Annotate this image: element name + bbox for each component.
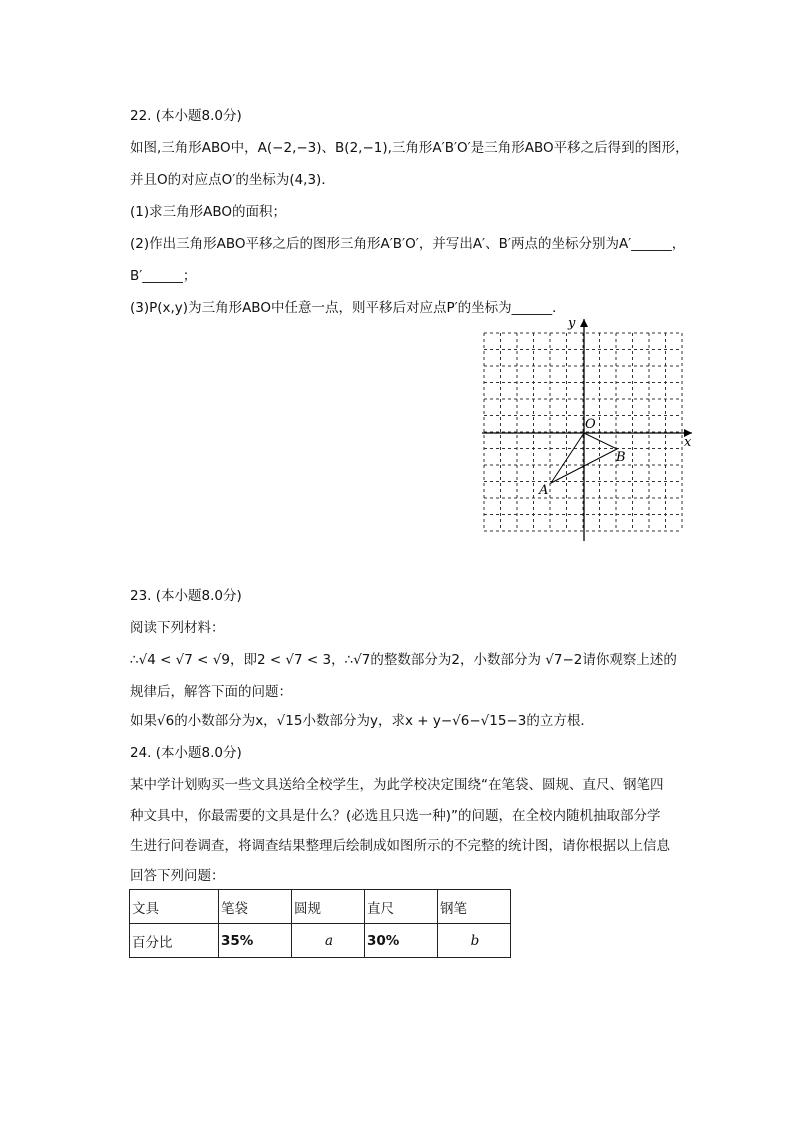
- q22-item1: (1)求三角形ABO的面积；: [130, 204, 287, 220]
- table-cell: 文具: [130, 890, 219, 924]
- q24-line3: 生进行问卷调查，将调查结果整理后绘制成如图所示的不完整的统计图，请你根据以上信息: [130, 838, 670, 854]
- q23-line3: 如果√6的小数部分为x，√15小数部分为y，求x + y−√6−√15−3的立方根．: [130, 713, 594, 729]
- q23-line2: 规律后，解答下面的问题：: [130, 684, 292, 700]
- q23-intro: 阅读下列材料：: [130, 620, 225, 636]
- table-cell: 百分比: [130, 924, 219, 958]
- dashed-grid: [484, 333, 682, 531]
- y-axis-label: y: [568, 316, 576, 331]
- table-row: [130, 890, 511, 924]
- table-cell: 钢笔: [438, 890, 511, 924]
- q24-line4: 回答下列问题：: [130, 868, 225, 884]
- table-cell: 圆规: [292, 890, 365, 924]
- stationery-table: [129, 889, 511, 958]
- table-cell: 30%: [365, 924, 438, 958]
- q23-header: 23. (本小题8.0分): [130, 588, 242, 604]
- table-row: [130, 924, 511, 958]
- q22-item2a: (2)作出三角形ABO平移之后的图形三角形A′B′O′，并写出A′、B′两点的坐标分别为A′______，: [130, 236, 686, 252]
- point-a-label: A: [539, 483, 549, 498]
- table-cell: 笔袋: [219, 890, 292, 924]
- coordinate-figure: [478, 315, 698, 545]
- q22-line2: 并且O的对应点O′的坐标为(4,3)．: [130, 172, 335, 188]
- table-cell: b: [438, 924, 511, 958]
- q22-item3: (3)P(x,y)为三角形ABO中任意一点，则平移后对应点P′的坐标为______．: [130, 300, 566, 316]
- point-b-label: B: [616, 450, 626, 465]
- q23-line1: ∴√4 < √7 < √9，即2 < √7 < 3，∴√7的整数部分为2，小数部分为 √7−2请你观察上述的: [130, 652, 677, 668]
- q24-header: 24. (本小题8.0分): [130, 745, 242, 761]
- x-axis-label: x: [684, 435, 692, 450]
- table-cell: 35%: [219, 924, 292, 958]
- origin-label: O: [585, 417, 596, 432]
- q24-line1: 某中学计划购买一些文具送给全校学生，为此学校决定围绕“在笔袋、圆规、直尺、钢笔四: [130, 777, 664, 793]
- table-cell: 直尺: [365, 890, 438, 924]
- q22-line1: 如图,三角形ABO中，A(−2,−3)、B(2,−1),三角形A′B′O′是三角形ABO平移之后得到的图形，: [130, 140, 689, 156]
- q22-item2b: B′______；: [130, 268, 197, 284]
- table-cell: a: [292, 924, 365, 958]
- y-axis-arrow-icon: [580, 319, 588, 327]
- q22-header: 22. (本小题8.0分): [130, 108, 242, 124]
- q24-line2: 种文具中，你最需要的文具是什么？(必选且只选一种)”的问题，在全校内随机抽取部分学: [130, 808, 661, 824]
